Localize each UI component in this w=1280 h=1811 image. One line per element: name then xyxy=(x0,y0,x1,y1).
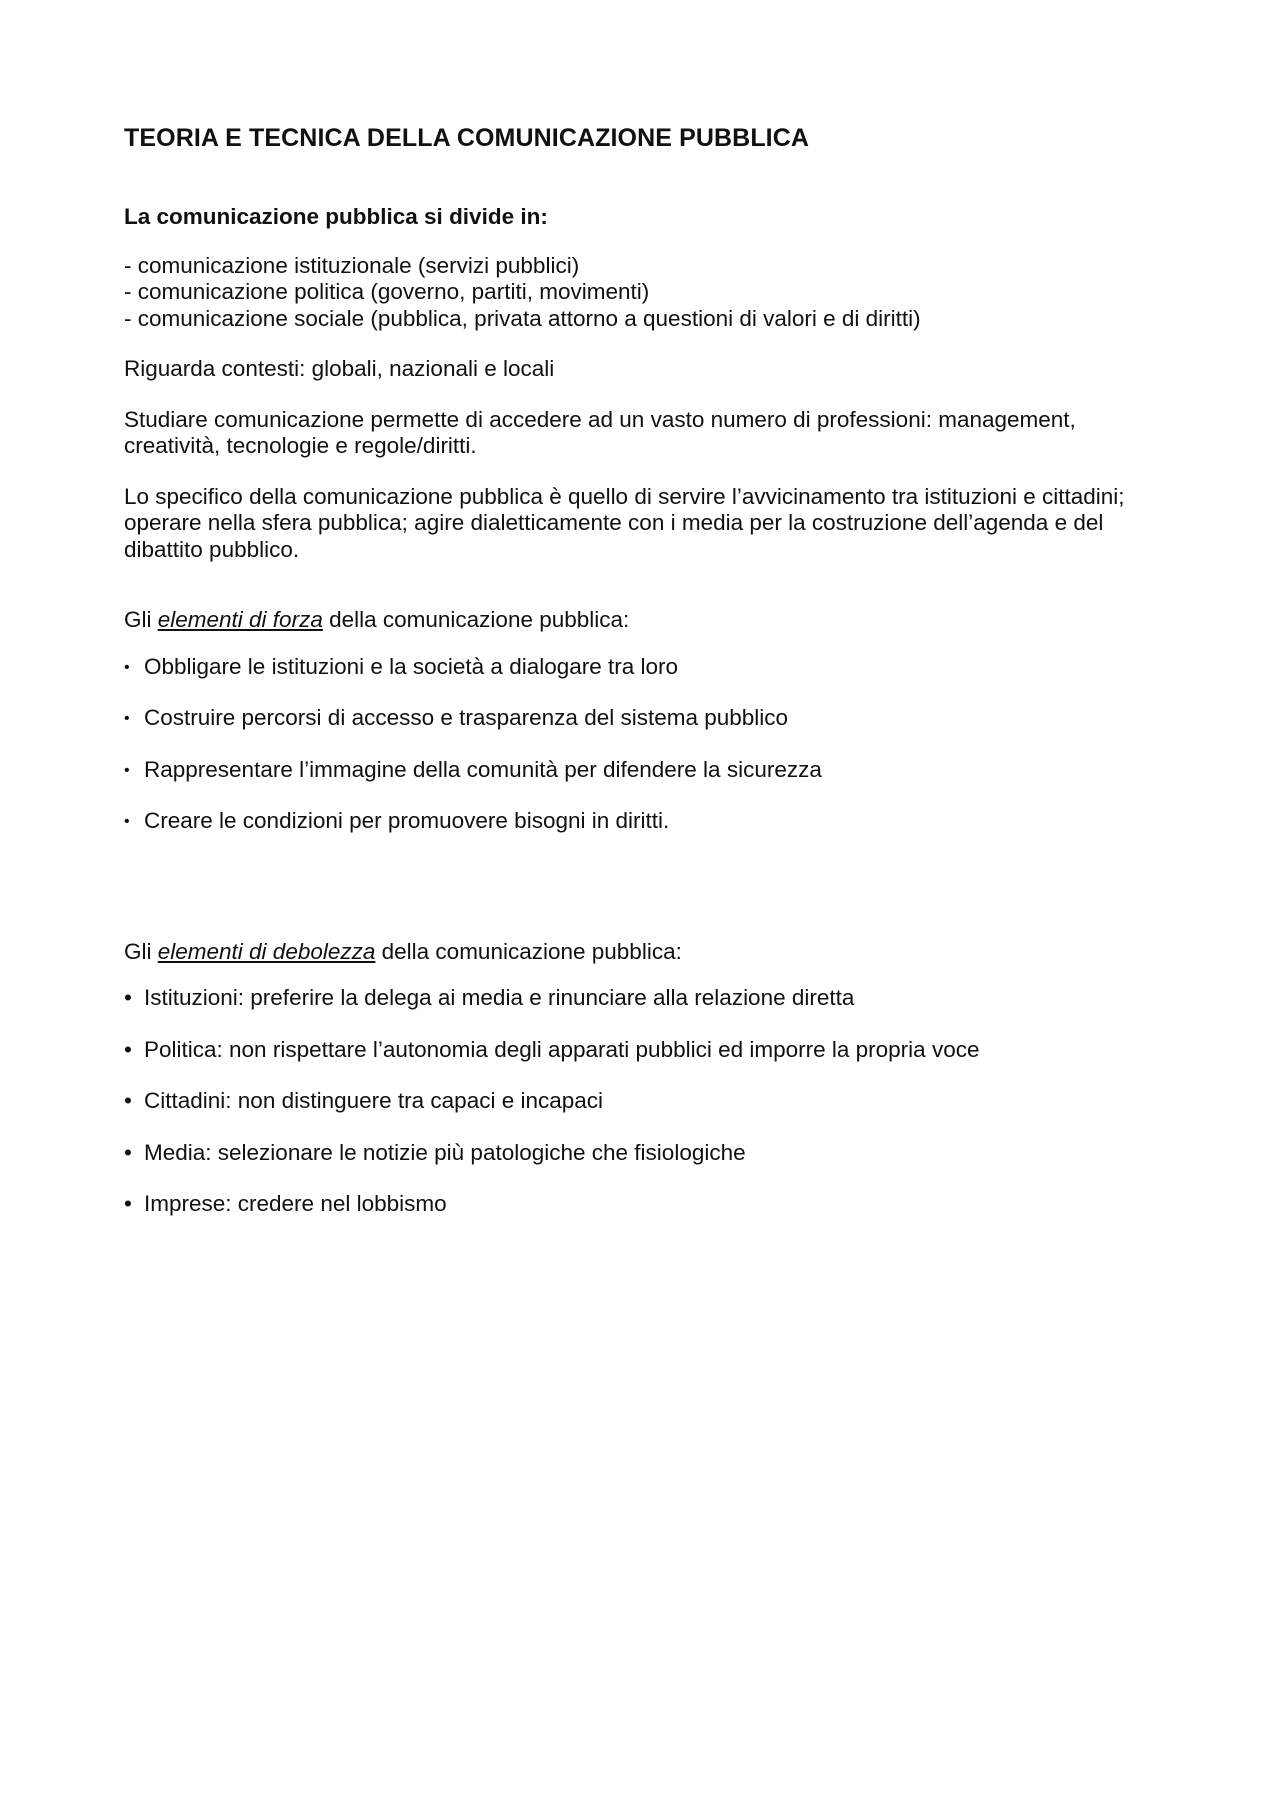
division-item: - comunicazione istituzionale (servizi pubblici) xyxy=(124,252,580,278)
bullet-icon: • xyxy=(124,761,130,779)
bullet-icon: • xyxy=(124,985,132,1010)
weaknesses-intro-prefix: Gli xyxy=(124,938,158,964)
list-item-text: Costruire percorsi di accesso e trasparenza del sistema pubblico xyxy=(144,705,789,730)
bullet-icon: • xyxy=(124,813,130,830)
divisions-list xyxy=(124,253,1164,333)
document-body xyxy=(124,122,1164,1243)
list-item xyxy=(124,1037,1164,1064)
strengths-list xyxy=(124,654,1164,835)
list-item-text: Obbligare le istituzioni e la società a dialogare tra loro xyxy=(144,653,679,679)
study-paragraph: Studiare comunicazione permette di accedere ad un vasto numero di professioni: management, creatività, tecnologie e regole/diritti. xyxy=(124,406,1076,458)
list-item xyxy=(124,705,1164,732)
bullet-icon: • xyxy=(124,1139,132,1165)
document-title: TEORIA E TECNICA DELLA COMUNICAZIONE PUBBLICA xyxy=(124,124,810,152)
list-item-text: Imprese: credere nel lobbismo xyxy=(144,1191,447,1216)
list-item-text: Cittadini: non distinguere tra capaci e incapaci xyxy=(144,1088,604,1113)
list-item xyxy=(124,757,1164,784)
list-item-text: Istituzioni: preferire la delega ai media e rinunciare alla relazione diretta xyxy=(144,985,855,1010)
strengths-intro-suffix: della comunicazione pubblica: xyxy=(322,607,630,632)
list-item-text: Creare le condizioni per promuovere bisogni in diritti. xyxy=(144,808,670,833)
weaknesses-intro xyxy=(124,939,1164,966)
bullet-icon: • xyxy=(124,658,130,676)
bullet-icon: • xyxy=(124,1191,132,1216)
division-item: - comunicazione politica (governo, partiti, movimenti) xyxy=(124,279,650,304)
list-item xyxy=(124,985,1164,1012)
list-item xyxy=(124,1088,1164,1115)
strengths-intro-emphasis: elementi di forza xyxy=(157,607,323,632)
weaknesses-intro-suffix: della comunicazione pubblica: xyxy=(375,938,682,964)
list-item xyxy=(124,654,1164,681)
list-item-text: Politica: non rispettare l’autonomia degli apparati pubblici ed imporre la propria voce xyxy=(144,1036,980,1062)
bullet-icon: • xyxy=(124,1088,132,1113)
strengths-intro-prefix: Gli xyxy=(124,607,158,632)
weaknesses-list xyxy=(124,985,1164,1218)
list-item-text: Media: selezionare le notizie più patologiche che fisiologiche xyxy=(144,1139,746,1165)
bullet-icon: • xyxy=(124,1036,132,1062)
section-heading: La comunicazione pubblica si divide in: xyxy=(124,204,548,229)
weaknesses-intro-emphasis: elementi di debolezza xyxy=(157,938,376,964)
division-item: - comunicazione sociale (pubblica, privata attorno a questioni di valori e di diritti) xyxy=(124,305,921,331)
list-item-text: Rappresentare l’immagine della comunità per difendere la sicurezza xyxy=(144,756,822,782)
bullet-icon: • xyxy=(124,710,130,727)
strengths-intro xyxy=(124,607,1164,634)
contexts-paragraph: Riguarda contesti: globali, nazionali e locali xyxy=(124,356,555,381)
list-item xyxy=(124,1191,1164,1218)
list-item xyxy=(124,1140,1164,1167)
specific-paragraph: Lo specifico della comunicazione pubblica è quello di servire l’avvicinamento tra istituzioni e cittadini; operare nella sfera pubblica; agire dialetticamente con i media per la costruzione dell’agenda e del dibattito pubblico. xyxy=(124,483,1125,562)
list-item xyxy=(124,808,1164,835)
